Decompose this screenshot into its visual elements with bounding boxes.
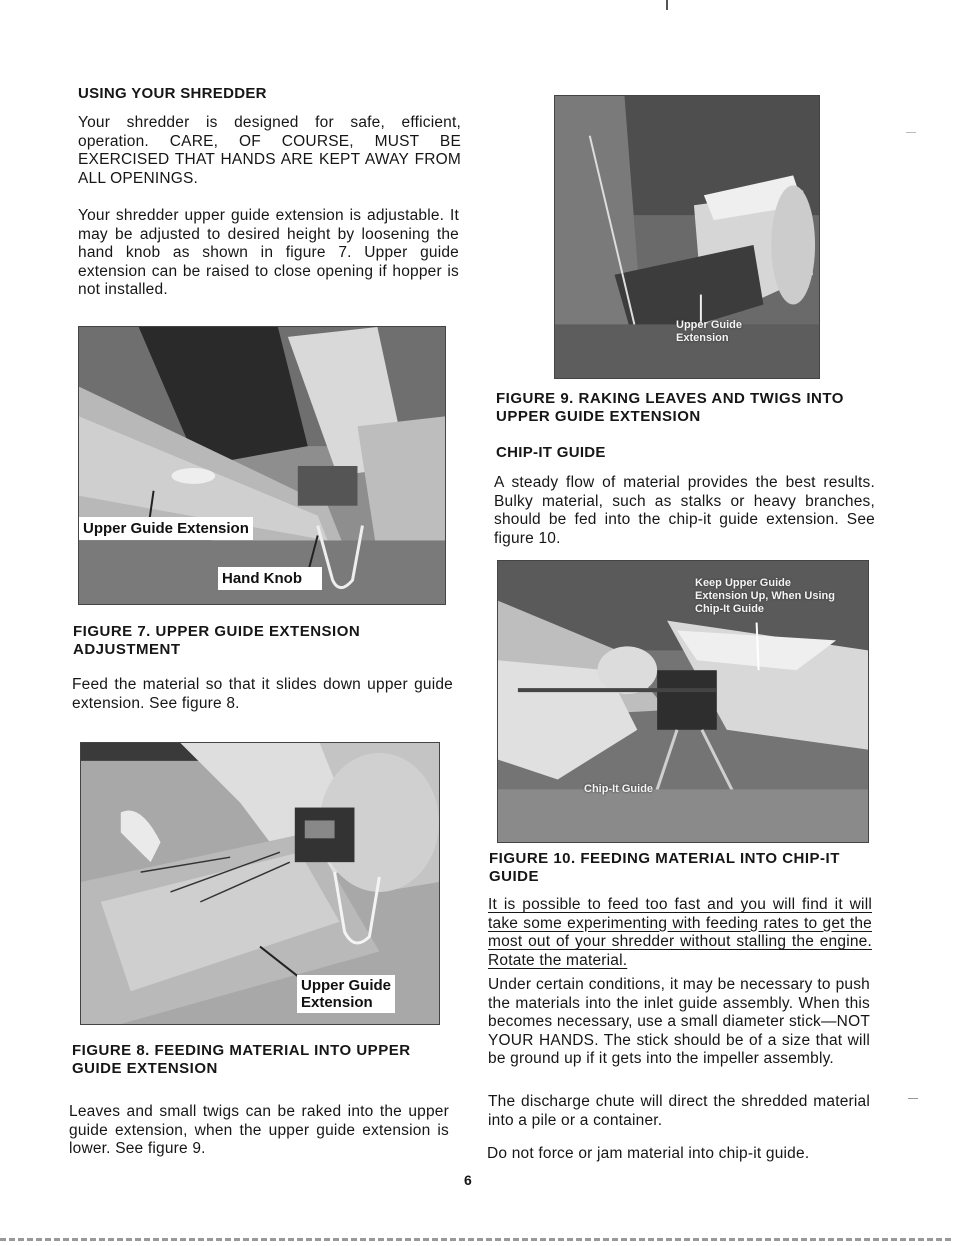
keep-upper-guide-photo-label <box>695 577 835 616</box>
adjust-paragraph: Your shredder upper guide extension is adjustable. It may be adjusted to desired height by loosening the hand knob as shown in figure 7. Upper guide extension can be raised to close opening if hopper is not installed. <box>78 207 459 298</box>
feeding-rate-paragraph: It is possible to feed too fast and you will find it will take some experimenting with feeding rates to get the most out of your shredder without stalling the engine. Rotate the material. <box>488 896 872 969</box>
figure-8-caption: FIGURE 8. FEEDING MATERIAL INTO UPPER GUIDE EXTENSION <box>72 1042 411 1077</box>
bottom-scan-edge <box>0 1238 954 1241</box>
leaves-paragraph: Leaves and small twigs can be raked into the upper guide extension, when the upper guide extension is lower. See figure 9. <box>69 1103 449 1157</box>
intro-paragraph: Your shredder is designed for safe, efficient, operation. CARE, OF COURSE, MUST BE EXERCISED THAT HANDS ARE KEPT AWAY FROM ALL OPENINGS. <box>78 114 461 187</box>
label-line-2: Extension <box>301 994 373 1011</box>
conditions-paragraph: Under certain conditions, it may be necessary to push the materials into the inlet guide assembly. When this becomes necessary, use a small diameter stick—NOT YOUR HANDS. The stick should be of a size that will be ground up if it gets into the impeller assembly. <box>488 976 870 1067</box>
figure-10-caption: FIGURE 10. FEEDING MATERIAL INTO CHIP-IT GUIDE <box>489 850 840 885</box>
figure-10-photo <box>497 560 869 843</box>
label-line-2: Extension <box>676 332 729 344</box>
upper-guide-extension-label: Upper Guide Extension <box>79 517 253 540</box>
label-line-1: Upper Guide <box>676 319 743 331</box>
section-heading: USING YOUR SHREDDER <box>78 85 267 102</box>
label-line-3: Chip-It Guide <box>695 603 765 615</box>
force-paragraph: Do not force or jam material into chip-it guide. <box>487 1145 810 1162</box>
label-line-2: Extension Up, When Using <box>695 590 835 602</box>
margin-mark <box>906 132 916 133</box>
chip-it-guide-photo-label: Chip-It Guide <box>584 783 654 795</box>
figure-7-image <box>79 327 445 604</box>
upper-guide-extension-label <box>297 975 395 1013</box>
upper-guide-extension-photo-label <box>676 319 742 345</box>
label-line-1: Upper Guide <box>301 977 392 994</box>
feed-paragraph: Feed the material so that it slides down upper guide extension. See figure 8. <box>72 676 453 712</box>
page-number: 6 <box>464 1172 472 1188</box>
chip-it-guide-heading: CHIP-IT GUIDE <box>496 444 606 461</box>
figure-8-photo <box>80 742 440 1025</box>
margin-mark <box>908 1098 918 1099</box>
chip-paragraph: A steady flow of material provides the best results. Bulky material, such as stalks or heavy branches, should be fed into the chip-it guide extension. See figure 10. <box>494 474 875 547</box>
hand-knob-label: Hand Knob <box>218 567 322 590</box>
label-line-1: Keep Upper Guide <box>695 577 791 589</box>
figure-9-caption: FIGURE 9. RAKING LEAVES AND TWIGS INTO UPPER GUIDE EXTENSION <box>496 390 844 425</box>
figure-7-caption: FIGURE 7. UPPER GUIDE EXTENSION ADJUSTMENT <box>73 623 361 658</box>
page-edge-mark <box>666 0 668 10</box>
figure-7-photo <box>78 326 446 605</box>
discharge-paragraph: The discharge chute will direct the shredded material into a pile or a container. <box>488 1093 870 1129</box>
figure-9-photo <box>554 95 820 379</box>
